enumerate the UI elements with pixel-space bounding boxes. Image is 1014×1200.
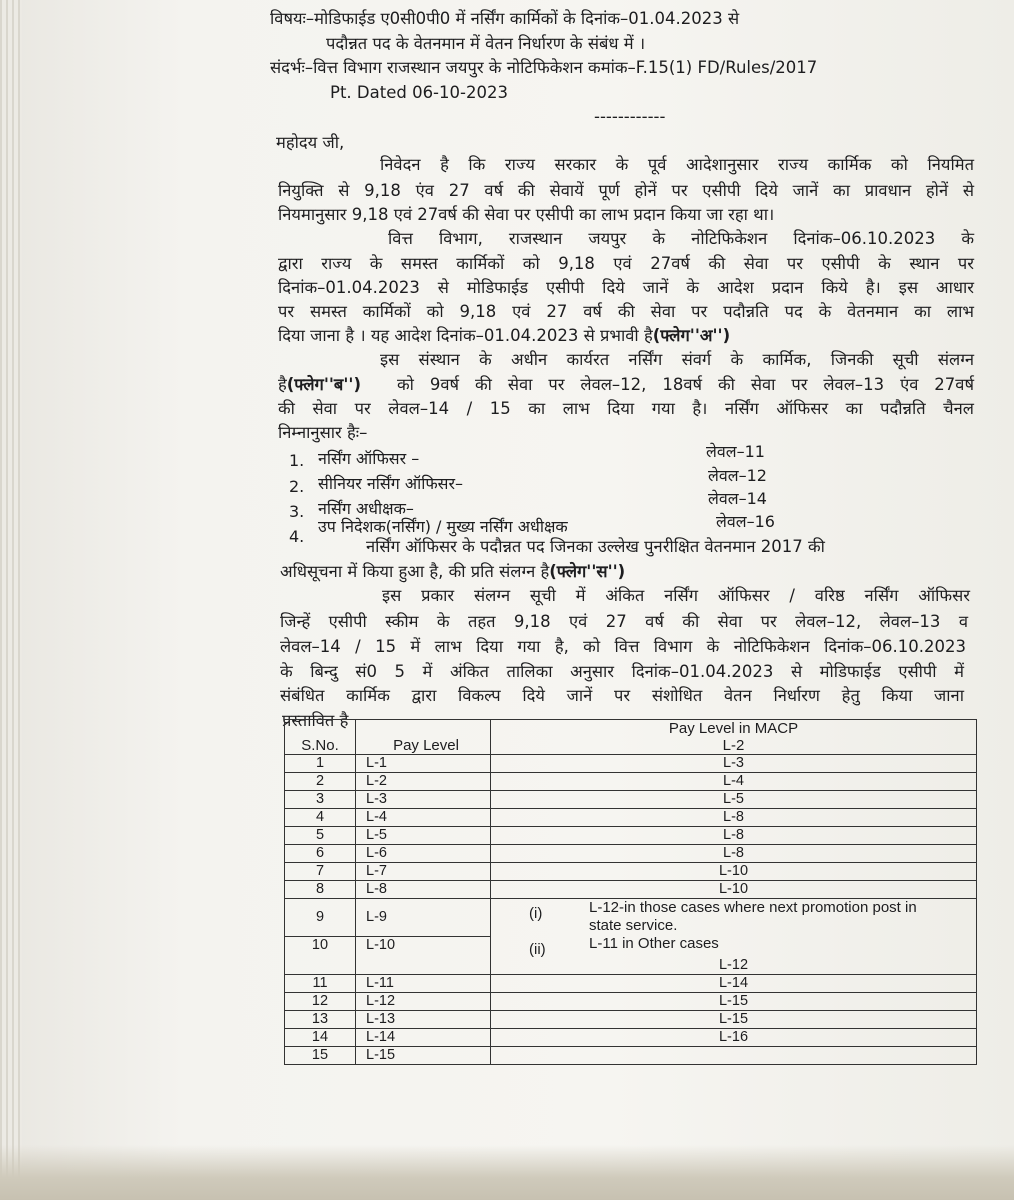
para3-line2-rest: को 9वर्ष की सेवा पर लेवल–12, 18वर्ष की सेवा पर लेवल–13 एंव 27वर्ष	[397, 375, 974, 394]
cell-pay-level: L-15	[356, 1047, 491, 1065]
para3-flag-prefix: है	[278, 375, 287, 394]
para2-line2: द्वारा राज्य के समस्त कार्मिकों को 9,18 एवं 27वर्ष की सेवा पर एसीपी के स्थान पर	[278, 254, 974, 273]
option-1-number: (i)	[529, 905, 543, 922]
table-row	[285, 899, 977, 937]
option-1-line-2: state service.	[589, 917, 678, 934]
salutation: महोदय जी,	[276, 133, 345, 152]
page-stack-edge	[0, 0, 22, 1200]
flag-a: (फ्लेग''अ'')	[652, 326, 731, 345]
table-header-row	[285, 720, 977, 755]
cell-sno: 12	[285, 993, 356, 1011]
cell-macp: L-8	[491, 809, 977, 827]
header-pay-level: Pay Level	[356, 720, 491, 755]
para1-line3: नियमानुसार 9,18 एवं 27वर्ष की सेवा पर एसीपी का लाभ प्रदान किया जा रहा था।	[278, 205, 775, 224]
option-2-number: (ii)	[529, 941, 546, 958]
cell-macp: L-3	[491, 755, 977, 773]
cell-pay-level: L-9	[356, 899, 491, 937]
list-item-post: नर्सिंग ऑफिसर –	[318, 449, 420, 468]
cell-sno: 14	[285, 1029, 356, 1047]
cell-macp: L-14	[491, 975, 977, 993]
para1-line1: निवेदन है कि राज्य सरकार के पूर्व आदेशानुसार राज्य कार्मिक को नियमित	[380, 155, 974, 174]
para2-line3: दिनांक–01.04.2023 से मोडिफाईड एसीपी दिये जानें के आदेश प्रदान किये है। इस आधार	[278, 278, 974, 297]
cell-sno: 8	[285, 881, 356, 899]
macp-first-value: L-2	[722, 737, 745, 754]
table-row	[285, 1029, 977, 1047]
cell-pay-level: L-6	[356, 845, 491, 863]
para2-line4: पर समस्त कार्मिकों को 9,18 एवं 27 वर्ष की सेवा पर पदौन्नति पद के वेतनमान का लाभ	[278, 302, 974, 321]
table-row	[285, 975, 977, 993]
cell-macp: L-8	[491, 845, 977, 863]
table-row	[285, 993, 977, 1011]
para4-line2	[280, 561, 625, 583]
flag-b: (फ्लेग''ब'')	[286, 375, 361, 394]
para3-line4: निम्नानुसार हैः–	[278, 423, 368, 442]
cell-macp	[491, 1047, 977, 1065]
cell-macp-options	[491, 899, 977, 975]
table-row	[285, 809, 977, 827]
cell-pay-level: L-8	[356, 881, 491, 899]
cell-macp: L-10	[491, 881, 977, 899]
table-body	[285, 755, 977, 1065]
cell-pay-level: L-10	[356, 937, 491, 975]
para2-line5-text: दिया जाना है । यह आदेश दिनांक–01.04.2023 से प्रभावी है	[278, 326, 653, 345]
cell-sno: 10	[285, 937, 356, 975]
para5-line5: संबंधित कार्मिक द्वारा विकल्प दिये जानें पर संशोधित वेतन निर्धारण हेतु किया जाना	[280, 686, 964, 705]
cell-pay-level: L-3	[356, 791, 491, 809]
cell-pay-level: L-11	[356, 975, 491, 993]
para3-line1: इस संस्थान के अधीन कार्यरत नर्सिंग संवर्ग के कार्मिक, जिनकी सूची संलग्न	[380, 350, 974, 369]
option-1-line-1: L-12-in those cases where next promotion post in	[589, 899, 917, 916]
table-row	[285, 845, 977, 863]
table-row	[285, 863, 977, 881]
cell-macp: L-15	[491, 1011, 977, 1029]
cell-pay-level: L-2	[356, 773, 491, 791]
cell-pay-level: L-4	[356, 809, 491, 827]
pay-level-table	[284, 719, 977, 1065]
cell-pay-level: L-5	[356, 827, 491, 845]
para5-line3: लेवल–14 / 15 में लाभ दिया गया है, को वित्त विभाग के नोटिफिकेशन दिनांक–06.10.2023	[280, 637, 966, 656]
para5-line4: के बिन्दु सं0 5 में अंकित तालिका अनुसार दिनांक–01.04.2023 से मोडिफाईड एसीपी में	[280, 662, 964, 681]
list-item-number: 3.	[289, 502, 305, 521]
table-row	[285, 755, 977, 773]
reference-label: संदर्भः–	[270, 58, 314, 77]
list-item-number: 2.	[289, 477, 305, 496]
subject-line-2: पदौन्नत पद के वेतनमान में वेतन निर्धारण के संबंध में ।	[326, 34, 646, 53]
table-row	[285, 827, 977, 845]
table-row	[285, 791, 977, 809]
cell-sno: 7	[285, 863, 356, 881]
list-item-post: सीनियर नर्सिंग ऑफिसर–	[318, 474, 464, 493]
table-row	[285, 773, 977, 791]
option-2-text: L-11 in Other cases	[589, 935, 719, 952]
list-item-number: 4.	[289, 527, 305, 546]
cell-sno: 15	[285, 1047, 356, 1065]
para5-line6: प्रस्तावित है	[282, 711, 349, 730]
cell-macp: L-16	[491, 1029, 977, 1047]
cell-sno: 2	[285, 773, 356, 791]
para4-line1: नर्सिंग ऑफिसर के पदौन्नत पद जिनका उल्लेख पुनरीक्षित वेतनमान 2017 की	[366, 537, 825, 556]
cell-pay-level: L-12	[356, 993, 491, 1011]
table-row	[285, 1011, 977, 1029]
header-separator: ------------	[594, 107, 666, 126]
para2-line5	[278, 325, 730, 347]
cell-sno: 3	[285, 791, 356, 809]
cell-pay-level: L-1	[356, 755, 491, 773]
cell-pay-level: L-7	[356, 863, 491, 881]
reference-line-1	[270, 57, 817, 79]
header-sno: S.No.	[285, 720, 356, 755]
list-item-level: लेवल–16	[716, 512, 775, 531]
para4-line2-text: अधिसूचना में किया हुआ है, की प्रति संलग्न है	[280, 562, 550, 581]
para3-line2	[278, 374, 361, 396]
list-item-post: नर्सिंग अधीक्षक–	[318, 499, 414, 518]
subject-line-1	[270, 8, 739, 30]
reference-date: Pt. Dated 06-10-2023	[330, 83, 508, 102]
flag-s: (फ्लेग''स'')	[549, 562, 626, 581]
cell-pay-level: L-14	[356, 1029, 491, 1047]
cell-macp: L-8	[491, 827, 977, 845]
list-item-level: लेवल–14	[708, 489, 767, 508]
macp-options-block	[491, 899, 976, 957]
list-item-level: लेवल–11	[706, 442, 765, 461]
cell-macp: L-5	[491, 791, 977, 809]
macp-after-options: L-12	[718, 957, 749, 973]
table-row	[285, 881, 977, 899]
cell-sno: 11	[285, 975, 356, 993]
cell-pay-level: L-13	[356, 1011, 491, 1029]
cell-sno: 9	[285, 899, 356, 937]
table-row	[285, 1047, 977, 1065]
subject-label: विषयः–	[270, 9, 315, 28]
cell-sno: 6	[285, 845, 356, 863]
para1-line2: नियुक्ति से 9,18 एंव 27 वर्ष की सेवायें पूर्ण होनें पर एसीपी दिये जानें का प्रावधान होनें से	[278, 181, 974, 200]
cell-macp: L-4	[491, 773, 977, 791]
cell-sno: 13	[285, 1011, 356, 1029]
cell-sno: 1	[285, 755, 356, 773]
para2-line1: वित्त विभाग, राजस्थान जयपुर के नोटिफिकेशन दिनांक–06.10.2023 के	[388, 229, 974, 248]
cell-sno: 5	[285, 827, 356, 845]
para5-line2: जिन्हें एसीपी स्कीम के तहत 9,18 एवं 27 वर्ष की सेवा पर लेवल–12, लेवल–13 व	[280, 612, 968, 631]
list-item-level: लेवल–12	[708, 466, 767, 485]
para3-line3: की सेवा पर लेवल–14 / 15 का लाभ दिया गया है। नर्सिंग ऑफिसर का पदौन्नति चैनल	[278, 399, 974, 418]
list-item-number: 1.	[289, 451, 305, 470]
list-item-post: उप निदेशक(नर्सिंग) / मुख्य नर्सिंग अधीक्षक	[318, 517, 568, 536]
header-macp-label: Pay Level in MACP	[668, 720, 799, 737]
cell-macp: L-15	[491, 993, 977, 1011]
cell-macp: L-10	[491, 863, 977, 881]
subject-text: मोडिफाईड ए0सी0पी0 में नर्सिंग कार्मिकों के दिनांक–01.04.2023 से	[314, 9, 740, 28]
reference-text: वित्त विभाग राजस्थान जयपुर के नोटिफिकेशन कमांक–F.15(1) FD/Rules/2017	[313, 58, 818, 77]
cell-sno: 4	[285, 809, 356, 827]
para5-line1: इस प्रकार संलग्न सूची में अंकित नर्सिंग ऑफिसर / वरिष्ठ नर्सिंग ऑफिसर	[382, 586, 970, 605]
header-macp	[491, 720, 977, 755]
page-bottom-shadow	[0, 1145, 1014, 1200]
